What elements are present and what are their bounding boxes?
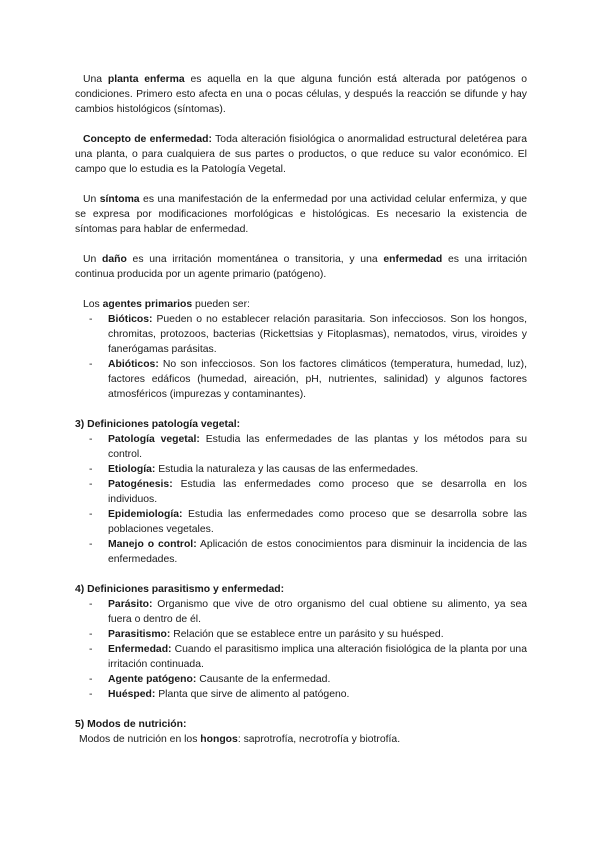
term-concepto-enfermedad: Concepto de enfermedad: bbox=[83, 134, 212, 145]
term-planta-enferma: planta enferma bbox=[107, 74, 185, 85]
paragraph-agentes-primarios: Los agentes primarios pueden ser: bbox=[83, 299, 250, 310]
list-item: - Etiología: Estudia la naturaleza y las causas de las enfermedades. bbox=[75, 462, 527, 477]
term-enfermedad: enfermedad bbox=[383, 254, 443, 265]
list-parasitismo bbox=[75, 597, 527, 702]
paragraph-dano: Un daño es una irritación momentánea o transitoria, y una enfermedad es una irritación continua producida por un agente primario (patógeno). bbox=[75, 254, 527, 280]
list-item: - Manejo o control: Aplicación de estos conocimientos para disminuir la incidencia de las enfermedades. bbox=[75, 537, 527, 567]
list-patologia bbox=[75, 432, 527, 567]
list-item: - Agente patógeno: Causante de la enfermedad. bbox=[75, 672, 527, 687]
list-item: - Huésped: Planta que sirve de alimento al patógeno. bbox=[75, 687, 527, 702]
list-item: - Epidemiología: Estudia las enfermedades como proceso que se desarrolla sobre las poblaciones vegetales. bbox=[75, 507, 527, 537]
paragraph-modos-nutricion: Modos de nutrición en los hongos: saprotrofía, necrotrofía y biotrofía. bbox=[79, 734, 401, 745]
list-item: - Parasitismo: Relación que se establece entre un parásito y su huésped. bbox=[75, 627, 527, 642]
term-agentes-primarios: agentes primarios bbox=[102, 299, 193, 310]
section-heading-5: 5) Modos de nutrición: bbox=[75, 719, 187, 730]
list-item: - Enfermedad: Cuando el parasitismo implica una alteración fisiológica de la planta por una irritación continuada. bbox=[75, 642, 527, 672]
list-item: - Patogénesis: Estudia las enfermedades como proceso que se desarrolla en los individuos. bbox=[75, 477, 527, 507]
document-page bbox=[75, 72, 527, 747]
list-item: - Patología vegetal: Estudia las enfermedades de las plantas y los métodos para su control. bbox=[75, 432, 527, 462]
section-heading-3: 3) Definiciones patología vegetal: bbox=[75, 419, 241, 430]
section-heading-4: 4) Definiciones parasitismo y enfermedad: bbox=[75, 584, 285, 595]
paragraph-planta-enferma: Una planta enferma es aquella en la que alguna función está alterada por patógenos o condiciones. Primero esto afecta en una o pocas células, y después la reacción se difunde y hay cambios histológicos (síntomas). bbox=[75, 74, 527, 115]
list-agentes bbox=[75, 312, 527, 402]
paragraph-concepto-enfermedad: Concepto de enfermedad: Toda alteración fisiológica o anormalidad estructural deletérea para una planta, o para cualquiera de sus partes o productos, o que reduce su valor económico. El campo que lo estudia es la Patología Vegetal. bbox=[75, 134, 528, 175]
list-item: - Parásito: Organismo que vive de otro organismo del cual obtiene su alimento, ya sea fuera o dentro de él. bbox=[75, 597, 527, 627]
term-hongos: hongos bbox=[200, 734, 238, 745]
list-item: - Bióticos: Pueden o no establecer relación parasitaria. Son infecciosos. Son los hongos, chromitas, protozoos, bacterias (Rickettsias y Fitoplasmas), nematodos, virus, viroides y fanerógamas parásitas. bbox=[75, 312, 527, 357]
term-dano: daño bbox=[102, 254, 127, 265]
paragraph-sintoma: Un síntoma es una manifestación de la enfermedad por una actividad celular enfermiza, y que se expresa por modificaciones morfológicas e histológicas. Es necesario la existencia de síntomas para hablar de enfermedad. bbox=[75, 194, 528, 235]
term-sintoma: síntoma bbox=[99, 194, 140, 205]
list-item: - Abióticos: No son infecciosos. Son los factores climáticos (temperatura, humedad, luz), factores edáficos (humedad, aireación, pH, nutrientes, salinidad) y algunos factores atmosféricos (impurezas y contaminantes). bbox=[75, 357, 527, 402]
